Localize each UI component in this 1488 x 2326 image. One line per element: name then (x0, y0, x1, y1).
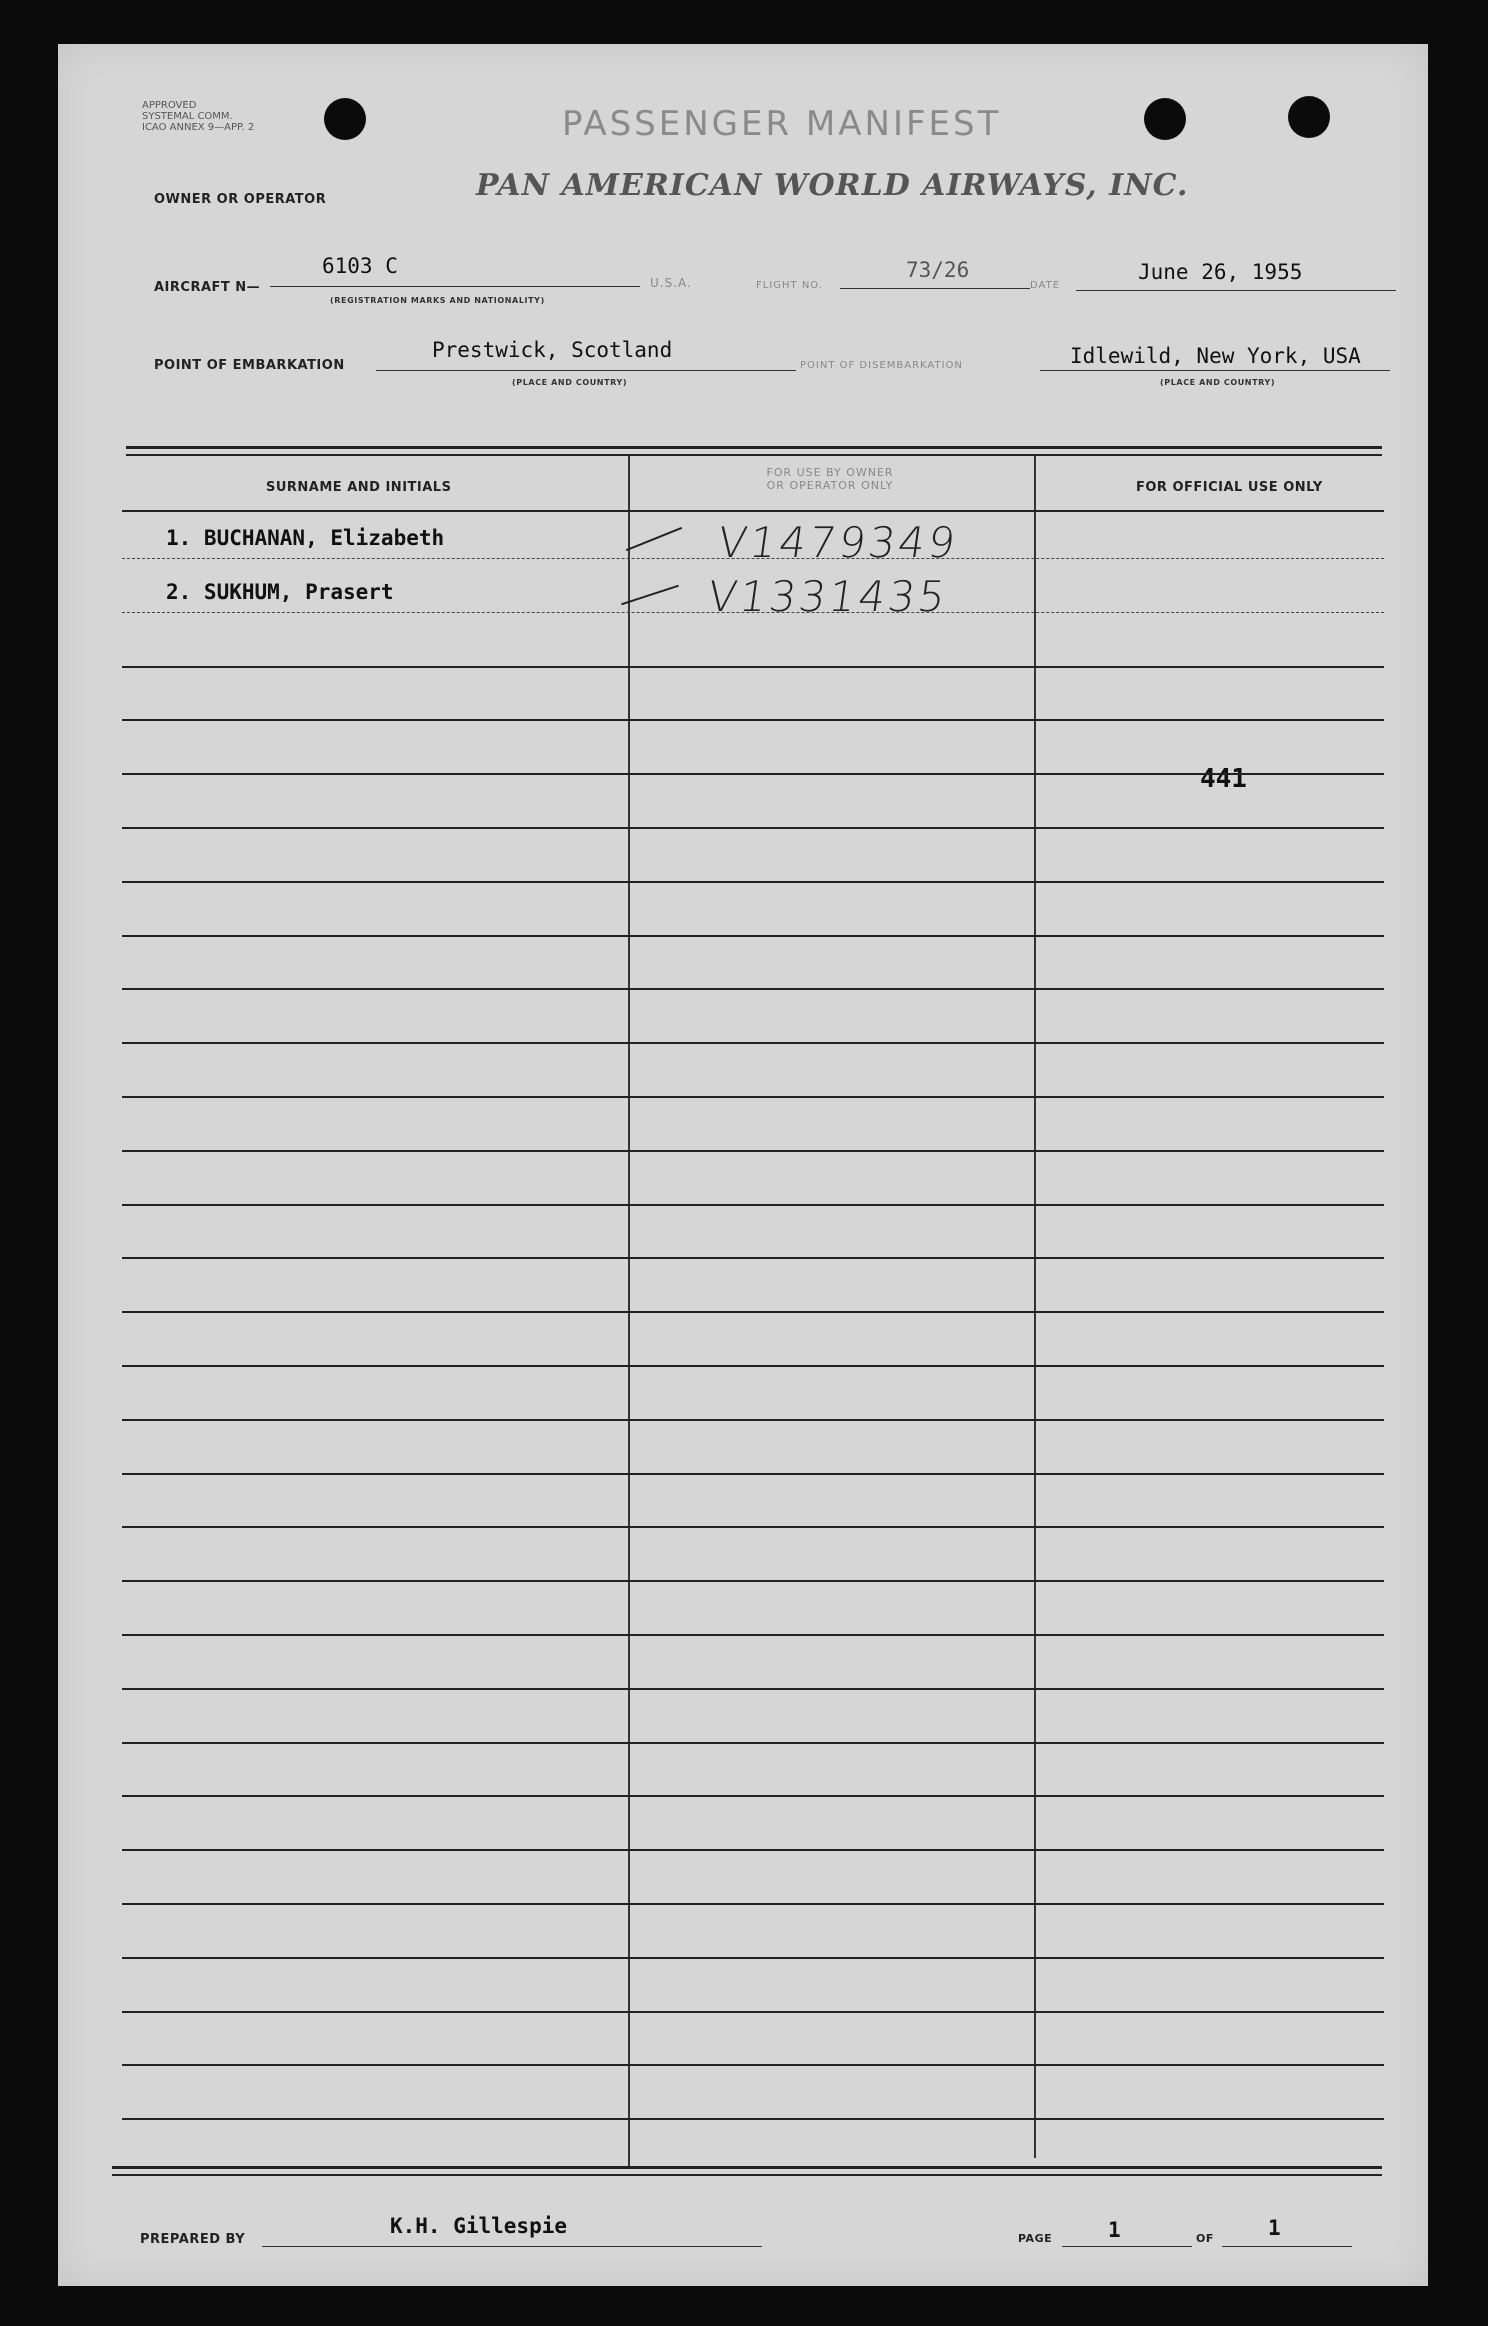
row-line (122, 1365, 1384, 1367)
row-line (122, 1580, 1384, 1582)
approval-block (142, 100, 254, 133)
row-line (122, 719, 1384, 721)
aircraft-label: AIRCRAFT N— (154, 280, 261, 295)
col-header-operator-line1: FOR USE BY OWNER (766, 466, 894, 479)
embark-sublabel: (PLACE AND COUNTRY) (512, 378, 628, 387)
owner-value: PAN AMERICAN WORLD AIRWAYS, INC. (476, 168, 1189, 203)
approval-line-2: SYSTEMAL COMM. (142, 111, 233, 122)
aircraft-sublabel: (REGISTRATION MARKS AND NATIONALITY) (330, 296, 545, 305)
passenger-name-2: 2. SUKHUM, Prasert (166, 580, 394, 604)
row-line (122, 1042, 1384, 1044)
owner-label: OWNER OR OPERATOR (154, 192, 327, 207)
approval-line-1: APPROVED (142, 100, 197, 111)
aircraft-value: 6103 C (322, 254, 398, 278)
row-line (122, 1957, 1384, 1959)
punch-hole-middle (1144, 98, 1186, 140)
row-line (122, 1526, 1384, 1528)
punch-hole-right (1288, 96, 1330, 138)
prepared-value: K.H. Gillespie (390, 2214, 568, 2238)
row-line (122, 1795, 1384, 1797)
punch-hole-left (324, 98, 366, 140)
row-line (122, 612, 1384, 613)
row-line (122, 1311, 1384, 1313)
embark-underline (376, 370, 796, 371)
disembark-label: POINT OF DISEMBARKATION (800, 360, 963, 371)
of-label: OF (1196, 2232, 1214, 2245)
embark-value: Prestwick, Scotland (432, 338, 673, 362)
row-line (122, 988, 1384, 990)
row-line (122, 1688, 1384, 1690)
of-underline (1222, 2246, 1352, 2247)
operator-note-1: V1479349 (714, 518, 962, 567)
row-line (122, 1204, 1384, 1206)
col-header-official: FOR OFFICIAL USE ONLY (1136, 480, 1323, 495)
date-value: June 26, 1955 (1138, 260, 1303, 284)
flight-value: 73/26 (906, 258, 970, 282)
usa-label: U.S.A. (650, 276, 692, 290)
table-bottom-rule-1 (112, 2166, 1382, 2169)
row-line (122, 666, 1384, 668)
approval-line-3: ICAO ANNEX 9—APP. 2 (142, 122, 255, 133)
row-line (122, 1849, 1384, 1851)
embark-label: POINT OF EMBARKATION (154, 358, 345, 373)
page-underline (1062, 2246, 1192, 2247)
row-line (122, 1473, 1384, 1475)
row-line (122, 1419, 1384, 1421)
passenger-name-1: 1. BUCHANAN, Elizabeth (166, 526, 445, 550)
col-header-operator (700, 466, 960, 492)
row-line (122, 2118, 1384, 2120)
of-value: 1 (1268, 2216, 1281, 2240)
table-top-rule-2 (126, 454, 1382, 456)
row-line (122, 1257, 1384, 1259)
flight-underline (840, 288, 1030, 289)
row-line (122, 2064, 1384, 2066)
date-label: DATE (1030, 280, 1061, 291)
row-line (122, 1150, 1384, 1152)
row-line (122, 773, 1384, 775)
flight-label: FLIGHT NO. (756, 280, 823, 291)
header-underline (122, 510, 1384, 512)
row-line (122, 1096, 1384, 1098)
aircraft-underline (270, 286, 640, 287)
col-header-operator-line2: OR OPERATOR ONLY (766, 479, 894, 492)
row-line (122, 881, 1384, 883)
disembark-underline (1040, 370, 1390, 371)
row-line (122, 1742, 1384, 1744)
prepared-underline (262, 2246, 762, 2247)
row-line (122, 935, 1384, 937)
prepared-label: PREPARED BY (140, 2232, 246, 2247)
page-value: 1 (1108, 2218, 1121, 2242)
col-header-surname: SURNAME AND INITIALS (266, 480, 452, 495)
disembark-value: Idlewild, New York, USA (1070, 344, 1361, 368)
table-top-rule-1 (126, 446, 1382, 449)
page-label: PAGE (1018, 2232, 1053, 2245)
official-note: 441 (1200, 764, 1247, 794)
row-line (122, 558, 1384, 559)
table-bottom-rule-2 (112, 2174, 1382, 2176)
date-underline (1076, 290, 1396, 291)
operator-note-2: V1331435 (704, 572, 952, 621)
row-line (122, 2011, 1384, 2013)
page-title: PASSENGER MANIFEST (562, 104, 1002, 144)
disembark-sublabel: (PLACE AND COUNTRY) (1160, 378, 1276, 387)
row-line (122, 1634, 1384, 1636)
row-line (122, 1903, 1384, 1905)
row-line (122, 827, 1384, 829)
